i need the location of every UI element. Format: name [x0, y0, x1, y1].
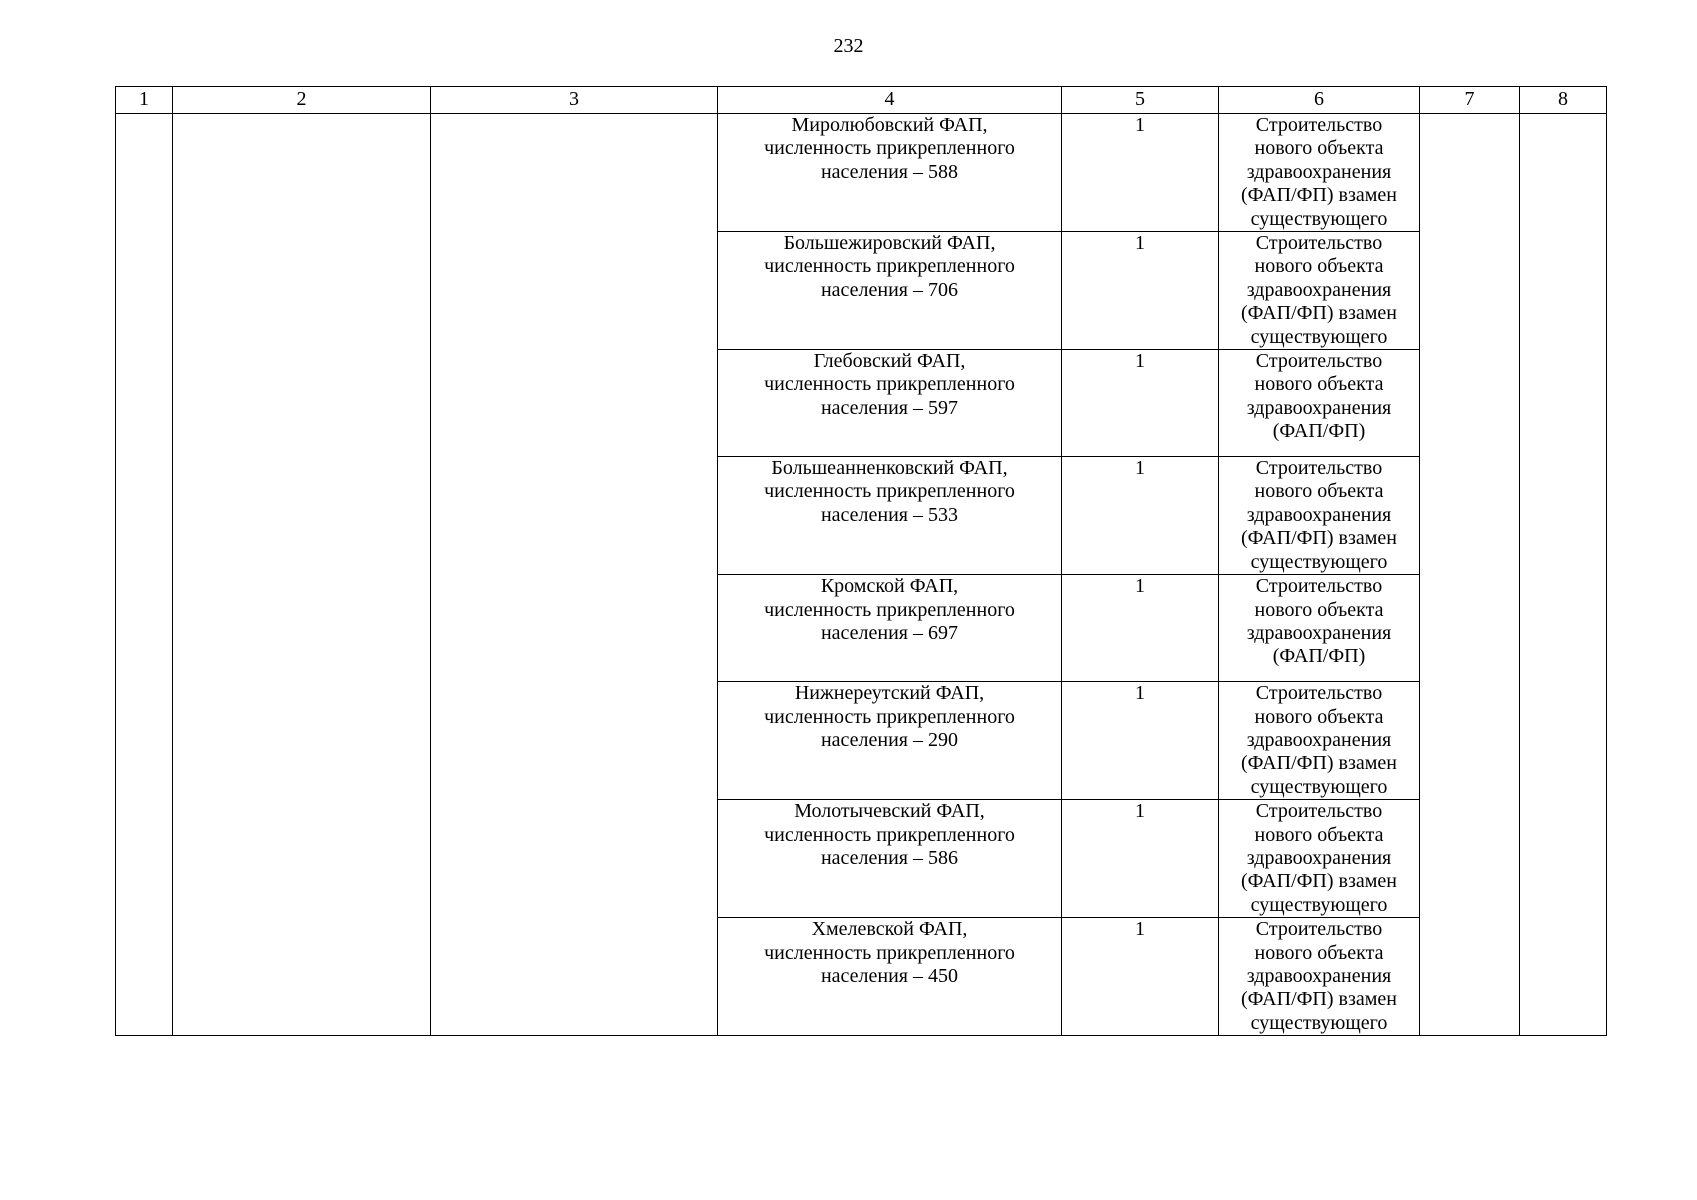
header-cell: 8 [1520, 87, 1607, 114]
facility-text-line: численность прикрепленного [764, 598, 1015, 621]
quantity-cell: 1 [1062, 682, 1219, 800]
header-cell: 7 [1420, 87, 1520, 114]
action-text-line: Строительство [1255, 232, 1383, 255]
facility-text-line: населения – 706 [820, 278, 959, 301]
empty-cell-col2 [173, 114, 431, 1036]
action-text-line: нового объекта [1254, 137, 1384, 160]
action-text-line: здравоохранения [1246, 728, 1392, 751]
action-text-line: здравоохранения [1246, 278, 1392, 301]
header-row [116, 87, 1607, 114]
facility-text-line: численность прикрепленного [764, 823, 1015, 846]
action-text-line: (ФАП/ФП) взамен [1240, 184, 1397, 207]
facility-text-line: населения – 450 [820, 964, 959, 987]
action-cell [1219, 918, 1420, 1036]
action-text-line: существующего [1250, 775, 1388, 798]
action-text-line: (ФАП/ФП) взамен [1240, 988, 1397, 1011]
action-text-line: нового объекта [1254, 598, 1384, 621]
header-cell: 4 [718, 87, 1062, 114]
data-table [115, 86, 1607, 1036]
action-text-line: здравоохранения [1246, 964, 1392, 987]
empty-cell-col8 [1520, 114, 1607, 1036]
facility-text-line: численность прикрепленного [764, 941, 1015, 964]
facility-cell [718, 918, 1062, 1036]
facility-cell [718, 232, 1062, 350]
facility-text-line: Кромской ФАП, [820, 575, 959, 598]
action-text-line: нового объекта [1254, 823, 1384, 846]
facility-text-line: Нижнереутский ФАП, [794, 682, 985, 705]
facility-text-line: численность прикрепленного [764, 480, 1015, 503]
facility-text-line: населения – 697 [820, 621, 959, 644]
facility-text-line: населения – 597 [820, 396, 959, 419]
empty-cell-col1 [116, 114, 173, 1036]
action-text-line: существующего [1250, 550, 1388, 573]
facility-cell [718, 457, 1062, 575]
action-text-line: Строительство [1255, 575, 1383, 598]
quantity-cell: 1 [1062, 800, 1219, 918]
facility-text-line: Большежировский ФАП, [783, 232, 996, 255]
action-text-line: Строительство [1255, 457, 1383, 480]
facility-cell [718, 575, 1062, 682]
action-cell [1219, 232, 1420, 350]
action-text-line: Строительство [1255, 114, 1383, 136]
facility-text-line: численность прикрепленного [764, 373, 1015, 396]
header-cell: 5 [1062, 87, 1219, 114]
quantity-cell: 1 [1062, 575, 1219, 682]
action-text-line: нового объекта [1254, 255, 1384, 278]
facility-text-line: Хмелевской ФАП, [811, 918, 968, 941]
facility-text-line: численность прикрепленного [764, 137, 1015, 160]
facility-cell [718, 114, 1062, 232]
action-cell [1219, 800, 1420, 918]
action-cell [1219, 682, 1420, 800]
action-text-line: здравоохранения [1246, 503, 1392, 526]
page-number: 232 [833, 35, 864, 57]
quantity-cell: 1 [1062, 918, 1219, 1036]
facility-text-line: населения – 588 [820, 160, 959, 183]
action-text-line: существующего [1250, 325, 1388, 348]
quantity-cell: 1 [1062, 232, 1219, 350]
action-text-line: Строительство [1255, 350, 1383, 373]
action-text-line: существующего [1250, 1011, 1388, 1034]
facility-cell [718, 800, 1062, 918]
action-text-line: здравоохранения [1246, 621, 1392, 644]
facility-text-line: Глебовский ФАП, [813, 350, 966, 373]
action-text-line: существующего [1250, 893, 1388, 916]
action-cell [1219, 457, 1420, 575]
facility-text-line: численность прикрепленного [764, 255, 1015, 278]
action-text-line: нового объекта [1254, 480, 1384, 503]
action-cell [1219, 575, 1420, 682]
facility-cell [718, 682, 1062, 800]
facility-cell [718, 350, 1062, 457]
action-text-line: здравоохранения [1246, 396, 1392, 419]
empty-cell-col7 [1420, 114, 1520, 1036]
action-text-line: нового объекта [1254, 941, 1384, 964]
action-text-line: существующего [1250, 207, 1388, 230]
action-text-line: (ФАП/ФП) взамен [1240, 870, 1397, 893]
facility-text-line: Миролюбовский ФАП, [791, 114, 988, 136]
header-cell: 6 [1219, 87, 1420, 114]
header-cell: 1 [116, 87, 173, 114]
action-text-line: (ФАП/ФП) взамен [1240, 527, 1397, 550]
header-cell: 2 [173, 87, 431, 114]
table-row [116, 114, 1607, 232]
facility-text-line: населения – 586 [820, 846, 959, 869]
action-cell [1219, 350, 1420, 457]
action-cell [1219, 114, 1420, 232]
facility-text-line: Большеанненковский ФАП, [771, 457, 1008, 480]
facility-text-line: населения – 290 [820, 728, 959, 751]
action-text-line: нового объекта [1254, 705, 1384, 728]
action-text-line: (ФАП/ФП) [1272, 645, 1366, 668]
header-cell: 3 [431, 87, 718, 114]
action-text-line: здравоохранения [1246, 846, 1392, 869]
action-text-line: нового объекта [1254, 373, 1384, 396]
facility-text-line: Молотычевский ФАП, [794, 800, 985, 823]
action-text-line: (ФАП/ФП) взамен [1240, 302, 1397, 325]
action-text-line: (ФАП/ФП) [1272, 420, 1366, 443]
quantity-cell: 1 [1062, 114, 1219, 232]
facility-text-line: численность прикрепленного [764, 705, 1015, 728]
facility-text-line: населения – 533 [820, 503, 959, 526]
action-text-line: Строительство [1255, 682, 1383, 705]
action-text-line: здравоохранения [1246, 160, 1392, 183]
action-text-line: Строительство [1255, 918, 1383, 941]
quantity-cell: 1 [1062, 457, 1219, 575]
action-text-line: (ФАП/ФП) взамен [1240, 752, 1397, 775]
empty-cell-col3 [431, 114, 718, 1036]
action-text-line: Строительство [1255, 800, 1383, 823]
quantity-cell: 1 [1062, 350, 1219, 457]
